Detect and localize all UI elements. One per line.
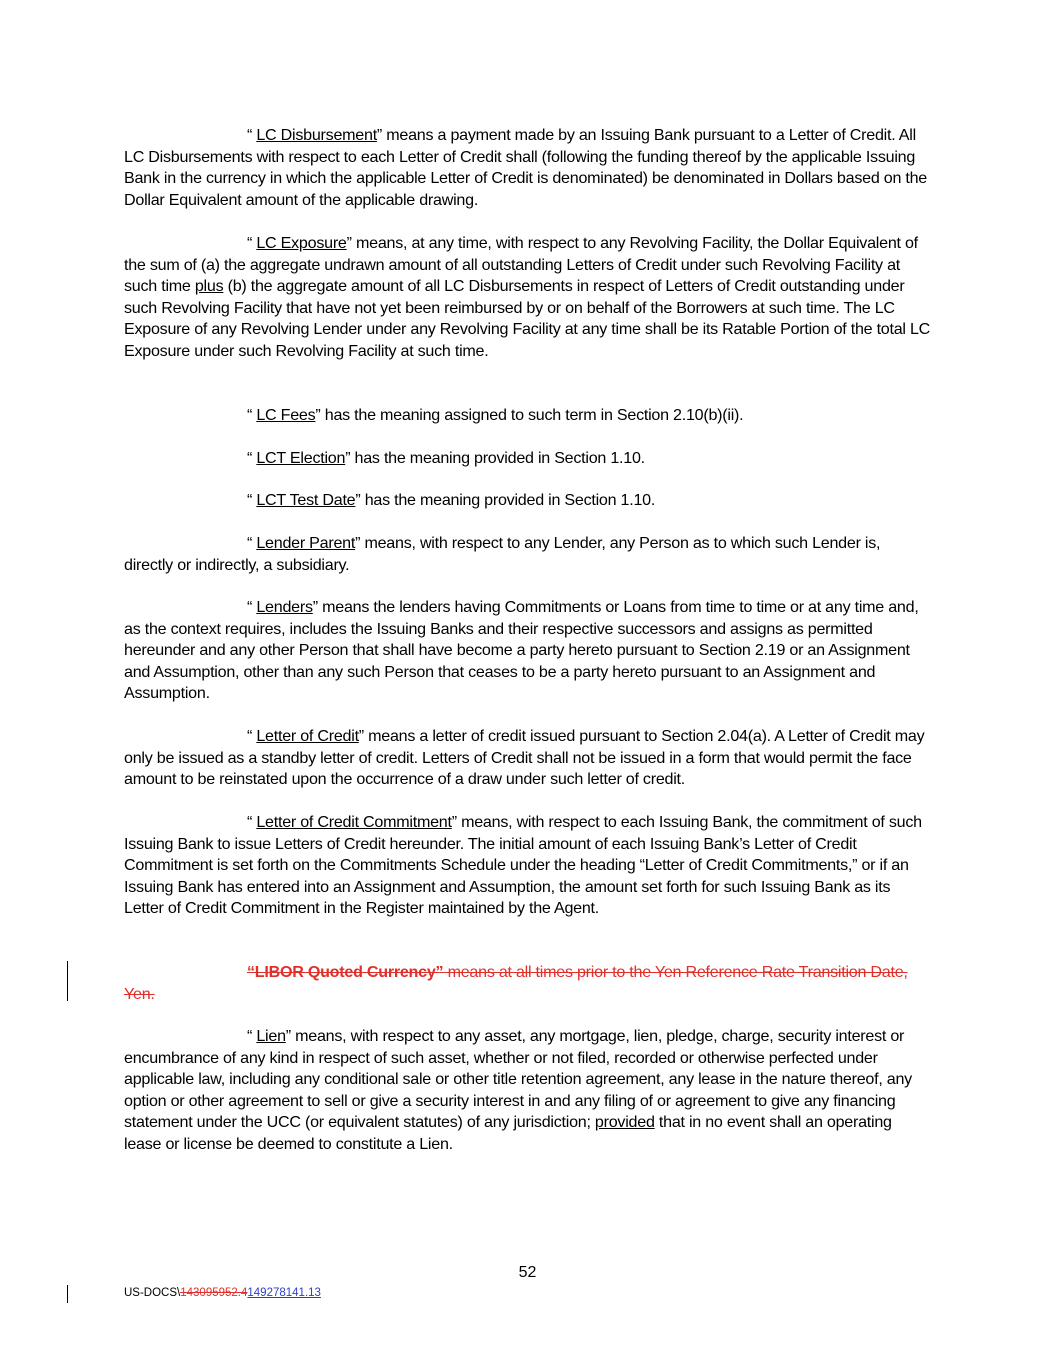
- definition-lct-election: [124, 448, 932, 470]
- open-quote: “: [247, 491, 257, 509]
- defined-term: LC Disbursement: [256, 126, 377, 144]
- open-quote: “: [247, 449, 257, 467]
- definition-text: ” means, at any time, with respect to any Revolving Facility, the Dollar Equivalent of the sum of (a) the aggregate undrawn amount of all outstanding Letters of Credit under such Revolving Facility at such time: [124, 234, 918, 296]
- definition-lc-exposure: [124, 233, 932, 363]
- definition-lien: [124, 1026, 932, 1156]
- definition-text: ” means the lenders having Commitments or Loans from time to time or at any time and, as the context requires, includes the Issuing Banks and their respective successors and assigns as permitted hereunder and any other Person that shall have become a party hereto pursuant to Section 2.19 or an Assignment and Assumption, other than any such Person that ceases to be a party hereto pursuant to an Assignment and Assumption.: [124, 598, 919, 703]
- deleted-text: means at all times prior to the Yen Reference Rate Transition Date, Yen.: [124, 963, 908, 1003]
- definition-lc-disbursement: [124, 125, 932, 211]
- deleted-term: “LIBOR Quoted Currency”: [247, 963, 444, 981]
- definition-text: ” means a letter of credit issued pursuant to Section 2.04(a). A Letter of Credit may only be issued as a standby letter of credit. Letters of Credit shall not be issued in a form that would permit the face amount to be reinstated upon the occurrence of a draw under such letter of credit.: [124, 727, 925, 789]
- defined-term: LC Fees: [256, 406, 316, 424]
- definition-text-cont: that in no event shall an operating lease or license be deemed to constitute a Lien.: [124, 1113, 892, 1153]
- definition-lct-test-date: [124, 490, 932, 512]
- open-quote: “: [247, 126, 257, 144]
- definition-lenders: [124, 597, 932, 705]
- docid-prefix: US-DOCS\: [124, 1287, 181, 1299]
- open-quote: “: [247, 598, 257, 616]
- defined-term: Lien: [256, 1027, 286, 1045]
- definition-text-cont: (b) the aggregate amount of all LC Disbursements in respect of Letters of Credit outstanding under such Revolving Facility that have not yet been reimbursed by or on behalf of the Borrowers at such time. The LC Exposure of any Revolving Lender under any Revolving Facility at any time shall be its Ratable Portion of the total LC Exposure under such Revolving Facility at such time.: [124, 277, 931, 360]
- definition-letter-of-credit: [124, 726, 932, 791]
- defined-term: LCT Election: [256, 449, 346, 467]
- definition-lc-commitment: [124, 812, 932, 920]
- emphasis-provided: provided: [594, 1113, 655, 1132]
- open-quote: “: [247, 234, 257, 252]
- definition-text: ” means a payment made by an Issuing Bank pursuant to a Letter of Credit. All LC Disbursements with respect to each Letter of Credit shall (following the funding thereof by the applicable Issuing Bank in the currency in which the applicable Letter of Credit is denominated) be denominated in Dollars based on the Dollar Equivalent amount of the applicable drawing.: [124, 126, 928, 209]
- definition-libor-deleted: [124, 962, 932, 1005]
- document-id: [124, 1287, 321, 1299]
- definition-text: ” has the meaning provided in Section 1.10.: [355, 491, 656, 509]
- open-quote: “: [247, 1027, 257, 1045]
- open-quote: “: [247, 406, 257, 424]
- open-quote: “: [247, 813, 257, 831]
- definition-lender-parent: [124, 533, 932, 576]
- definition-text: ” has the meaning provided in Section 1.10.: [345, 449, 645, 467]
- page-number: 52: [518, 1264, 537, 1281]
- definition-text: ” has the meaning assigned to such term in Section 2.10(b)(ii).: [315, 406, 744, 424]
- definition-text: ” means, with respect to each Issuing Bank, the commitment of such Issuing Bank to issue Letters of Credit hereunder. The initial amount of each Issuing Bank’s Letter of Credit Commitment is set forth on the Commitments Schedule under the heading “Letter of Credit Commitments,” or if an Issuing Bank has entered into an Assignment and Assumption, the amount set forth for such Issuing Bank as its Letter of Credit Commitment in the Register maintained by the Agent.: [124, 813, 922, 918]
- defined-term: Lender Parent: [256, 534, 356, 552]
- open-quote: “: [247, 534, 257, 552]
- docid-inserted: 149278141.13: [247, 1287, 321, 1299]
- docid-deleted: 143095952.4: [180, 1287, 248, 1299]
- defined-term: Letter of Credit Commitment: [256, 813, 452, 831]
- change-bar: [67, 961, 68, 1001]
- definition-lc-fees: [124, 405, 932, 427]
- defined-term: LC Exposure: [256, 234, 347, 252]
- open-quote: “: [247, 727, 257, 745]
- definition-text: ” means, with respect to any Lender, any Person as to which such Lender is, directly or indirectly, a subsidiary.: [124, 534, 881, 574]
- defined-term: Lenders: [256, 598, 313, 616]
- definition-text: ” means, with respect to any asset, any mortgage, lien, pledge, charge, security interest or encumbrance of any kind in respect of such asset, whether or not filed, recorded or otherwise perfected under applicable law, including any conditional sale or other title retention agreement, any lease in the nature thereof, any option or other agreement to sell or give a security interest in and any filing of or agreement to give any financing statement under the UCC (or equivalent statutes) of any jurisdiction;: [124, 1027, 912, 1132]
- emphasis-plus: plus: [194, 277, 224, 296]
- defined-term: Letter of Credit: [256, 727, 359, 745]
- defined-term: LCT Test Date: [256, 491, 356, 509]
- footer-change-bar: [67, 1285, 68, 1303]
